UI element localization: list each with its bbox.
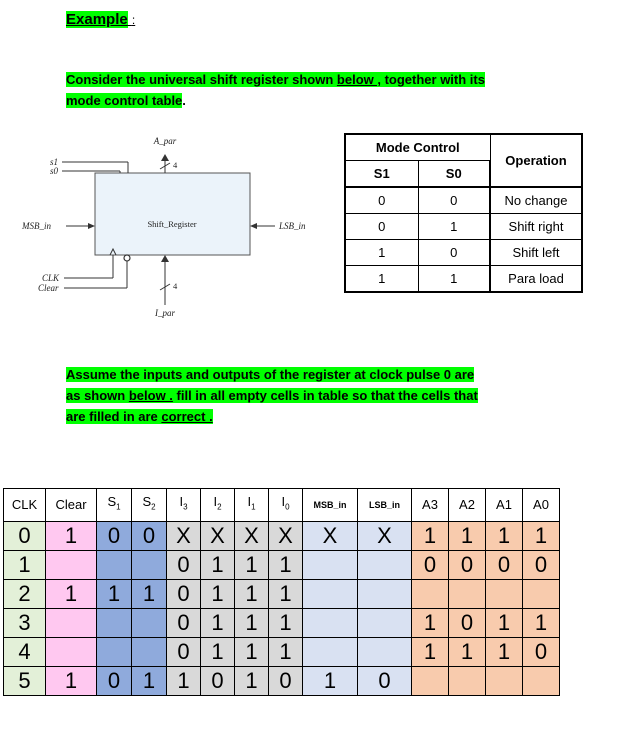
cell-clear[interactable]: [46, 637, 97, 666]
clock-table-body: [4, 521, 560, 695]
cell-a0[interactable]: [523, 666, 560, 695]
cell-i3[interactable]: 0: [167, 637, 201, 666]
cell-a1[interactable]: 1: [486, 521, 523, 550]
cell-s2[interactable]: 0: [132, 521, 167, 550]
cell-clk: 0: [4, 521, 46, 550]
cell-msb-in[interactable]: X: [303, 521, 358, 550]
intro-line1-b: together with its: [380, 72, 485, 87]
cell-clear[interactable]: 1: [46, 579, 97, 608]
assume-line3-a: are filled in are: [66, 409, 162, 424]
cell-i1[interactable]: 1: [235, 608, 269, 637]
cell-i0[interactable]: 1: [269, 550, 303, 579]
clock-table-row: [4, 521, 560, 550]
cell-s1[interactable]: [97, 550, 132, 579]
cell-i3[interactable]: 0: [167, 608, 201, 637]
cell-i3[interactable]: 0: [167, 550, 201, 579]
bus-width-bottom: 4: [173, 281, 178, 291]
cell-lsb-in[interactable]: [358, 608, 412, 637]
cell-s2[interactable]: [132, 550, 167, 579]
mode-s0-header: S0: [418, 161, 490, 188]
hdr-i3: $I_3$: [167, 489, 201, 522]
cell-clk: 2: [4, 579, 46, 608]
example-title-colon: :: [131, 13, 136, 27]
cell-i1[interactable]: 1: [235, 666, 269, 695]
cell-a0[interactable]: 0: [523, 550, 560, 579]
cell-i3[interactable]: 1: [167, 666, 201, 695]
cell-a3[interactable]: [412, 579, 449, 608]
mode-op-cell: Para load: [490, 266, 582, 293]
cell-a2[interactable]: 1: [449, 637, 486, 666]
block-label: Shift_Register: [147, 219, 197, 229]
hdr-a2: A2: [449, 489, 486, 522]
cell-a2[interactable]: [449, 666, 486, 695]
hdr-a1: A1: [486, 489, 523, 522]
cell-i2[interactable]: 1: [201, 608, 235, 637]
assume-correct-link: correct .: [161, 409, 213, 424]
hdr-i0: $I_0$: [269, 489, 303, 522]
cell-i0[interactable]: 1: [269, 637, 303, 666]
clock-table-row: [4, 608, 560, 637]
assume-below-link: below .: [128, 388, 173, 403]
cell-i0[interactable]: X: [269, 521, 303, 550]
clock-table-row: [4, 550, 560, 579]
assume-line1: Assume the inputs and outputs of the register at clock pulse 0 are: [66, 367, 475, 382]
cell-a2[interactable]: 0: [449, 550, 486, 579]
example-title: [66, 11, 135, 28]
cell-s1[interactable]: 0: [97, 521, 132, 550]
mode-cell: 0: [418, 240, 490, 266]
cell-a1[interactable]: [486, 666, 523, 695]
clock-pulse-table: [3, 488, 560, 696]
cell-i0[interactable]: 1: [269, 579, 303, 608]
cell-lsb-in[interactable]: [358, 637, 412, 666]
a-par-label: A_par: [153, 136, 177, 146]
mode-op-cell: No change: [490, 187, 582, 214]
hdr-i2: $I_2$: [201, 489, 235, 522]
cell-lsb-in[interactable]: 0: [358, 666, 412, 695]
cell-i0[interactable]: 1: [269, 608, 303, 637]
cell-clear[interactable]: [46, 608, 97, 637]
example-title-text: Example: [66, 11, 128, 28]
cell-a1[interactable]: 0: [486, 550, 523, 579]
cell-clk: 3: [4, 608, 46, 637]
mode-s1-header: S1: [345, 161, 418, 188]
cell-s1[interactable]: 1: [97, 579, 132, 608]
cell-i2[interactable]: 0: [201, 666, 235, 695]
cell-clk: 4: [4, 637, 46, 666]
hdr-clear: Clear: [46, 489, 97, 522]
cell-s2[interactable]: [132, 608, 167, 637]
hdr-a0: A0: [523, 489, 560, 522]
mode-cell: 1: [345, 240, 418, 266]
cell-i0[interactable]: 0: [269, 666, 303, 695]
clk-label: CLK: [42, 273, 60, 283]
cell-a0[interactable]: 1: [523, 521, 560, 550]
cell-i2[interactable]: X: [201, 521, 235, 550]
cell-i1[interactable]: 1: [235, 579, 269, 608]
assume-paragraph: [66, 364, 556, 427]
lsb-in-label: LSB_in: [279, 221, 306, 231]
cell-s2[interactable]: [132, 637, 167, 666]
mode-row: [345, 266, 582, 293]
cell-a2[interactable]: 0: [449, 608, 486, 637]
cell-a3[interactable]: 1: [412, 637, 449, 666]
cell-clk: 1: [4, 550, 46, 579]
cell-i3[interactable]: X: [167, 521, 201, 550]
cell-lsb-in[interactable]: X: [358, 521, 412, 550]
cell-i2[interactable]: 1: [201, 550, 235, 579]
cell-a2[interactable]: 1: [449, 521, 486, 550]
cell-s1[interactable]: [97, 637, 132, 666]
hdr-msb-in: MSB_in: [303, 489, 358, 522]
clear-bubble-icon: [124, 255, 130, 261]
clock-table-row: [4, 637, 560, 666]
cell-a0[interactable]: 1: [523, 608, 560, 637]
mode-cell: 1: [418, 214, 490, 240]
assume-line2-a: as shown: [66, 388, 129, 403]
cell-lsb-in[interactable]: [358, 550, 412, 579]
cell-i2[interactable]: 1: [201, 637, 235, 666]
cell-clear[interactable]: [46, 550, 97, 579]
cell-a3[interactable]: 1: [412, 608, 449, 637]
cell-a0[interactable]: 0: [523, 637, 560, 666]
mode-control-table: [344, 133, 583, 293]
clock-table-row: [4, 666, 560, 695]
cell-a2[interactable]: [449, 579, 486, 608]
cell-s2[interactable]: 1: [132, 579, 167, 608]
cell-a3[interactable]: 1: [412, 521, 449, 550]
operation-header: Operation: [490, 134, 582, 187]
intro-line1-a: Consider the universal shift register shown: [66, 72, 337, 87]
cell-a1[interactable]: 1: [486, 637, 523, 666]
cell-i3[interactable]: 0: [167, 579, 201, 608]
assume-line2-b: fill in all empty cells in table so that the cells that: [172, 388, 478, 403]
mode-control-header: Mode Control: [345, 134, 490, 161]
cell-a0[interactable]: [523, 579, 560, 608]
hdr-lsb-in: LSB_in: [358, 489, 412, 522]
clock-table-header: [4, 489, 560, 522]
cell-i1[interactable]: 1: [235, 550, 269, 579]
intro-paragraph: [66, 69, 566, 111]
mode-row: [345, 240, 582, 266]
mode-op-cell: Shift left: [490, 240, 582, 266]
s0-label: s0: [50, 166, 59, 176]
cell-msb-in[interactable]: [303, 579, 358, 608]
cell-a1[interactable]: 1: [486, 608, 523, 637]
intro-line2-end: .: [182, 93, 186, 108]
cell-lsb-in[interactable]: [358, 579, 412, 608]
mode-cell: 0: [345, 214, 418, 240]
cell-s1[interactable]: [97, 608, 132, 637]
hdr-a3: A3: [412, 489, 449, 522]
hdr-clk: CLK: [4, 489, 46, 522]
mode-cell: 0: [345, 187, 418, 214]
cell-clear[interactable]: 1: [46, 666, 97, 695]
cell-clk: 5: [4, 666, 46, 695]
cell-clear[interactable]: 1: [46, 521, 97, 550]
shift-register-diagram: [0, 130, 330, 330]
intro-below-link: below ,: [336, 72, 381, 87]
cell-a3[interactable]: [412, 666, 449, 695]
cell-msb-in[interactable]: [303, 550, 358, 579]
intro-line2: mode control table: [66, 93, 183, 108]
cell-i2[interactable]: 1: [201, 579, 235, 608]
cell-msb-in[interactable]: 1: [303, 666, 358, 695]
mode-cell: 0: [418, 187, 490, 214]
cell-a3[interactable]: 0: [412, 550, 449, 579]
hdr-i1: $I_1$: [235, 489, 269, 522]
cell-s1[interactable]: 0: [97, 666, 132, 695]
clear-label: Clear: [38, 283, 59, 293]
cell-i1[interactable]: 1: [235, 637, 269, 666]
mode-row: [345, 214, 582, 240]
cell-s2[interactable]: 1: [132, 666, 167, 695]
mode-op-cell: Shift right: [490, 214, 582, 240]
shift-register-block: [95, 173, 250, 255]
cell-msb-in[interactable]: [303, 637, 358, 666]
clock-table-row: [4, 579, 560, 608]
mode-cell: 1: [345, 266, 418, 293]
msb-in-label: MSB_in: [22, 221, 51, 231]
hdr-s1: $S_1$: [97, 489, 132, 522]
bus-width-top: 4: [173, 160, 178, 170]
mode-cell: 1: [418, 266, 490, 293]
mode-row: [345, 187, 582, 214]
cell-a1[interactable]: [486, 579, 523, 608]
i-par-label: I_par: [155, 308, 175, 318]
cell-i1[interactable]: X: [235, 521, 269, 550]
hdr-s2: $S_2$: [132, 489, 167, 522]
cell-msb-in[interactable]: [303, 608, 358, 637]
s1-label: s1: [50, 157, 59, 167]
